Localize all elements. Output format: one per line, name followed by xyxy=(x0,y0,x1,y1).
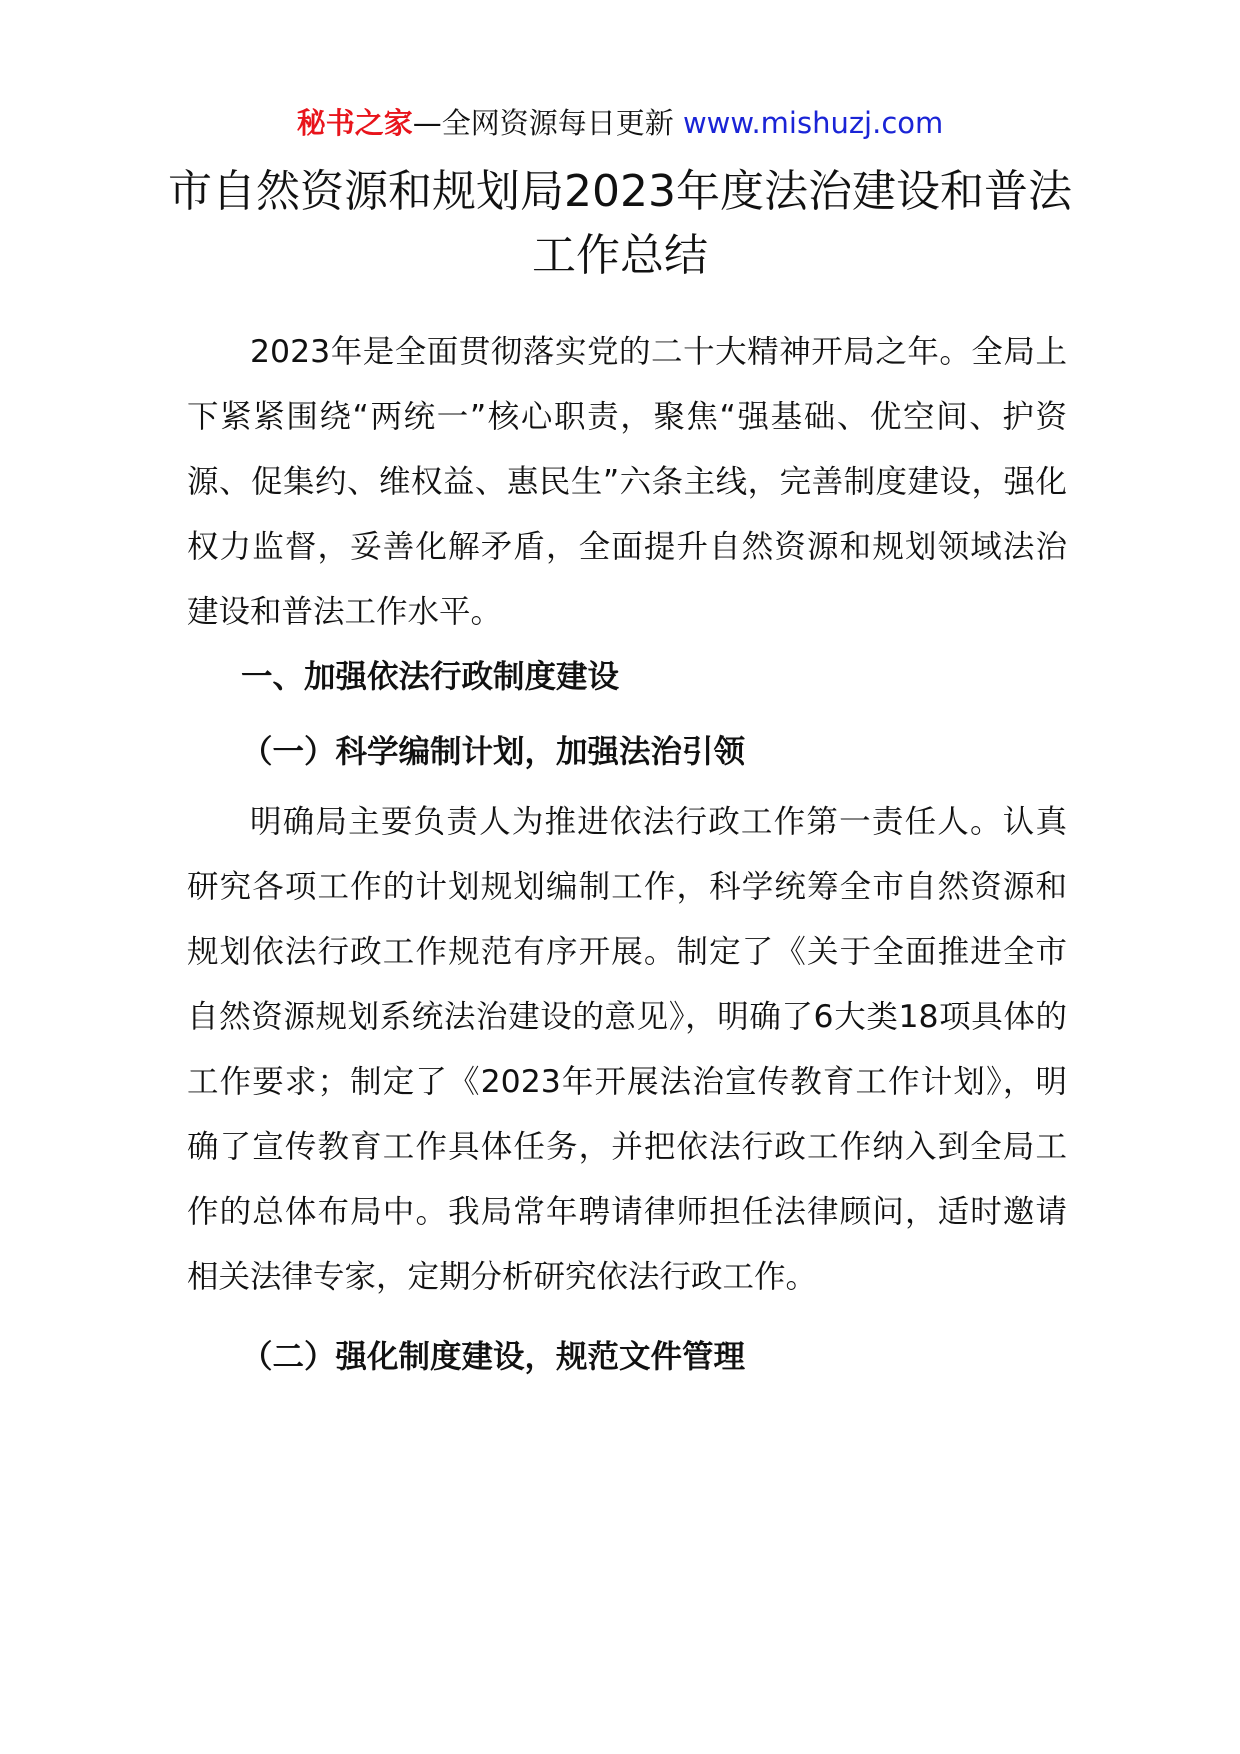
banner-url[interactable]: www.mishuzj.com xyxy=(682,106,944,140)
document-title: 市自然资源和规划局2023年度法治建设和普法工作总结 xyxy=(168,166,1072,281)
subsection-paragraph: 明确局主要负责人为推进依法行政工作第一责任人。认真研究各项工作的计划规划编制工作，科学统筹全市自然资源和规划依法行政工作规范有序开展。制定了《关于全面推进全市自然资源规划系统法治建设的意见》，明确了6大类18项具体的工作要求；制定了《2023年开展法治宣传教育工作计划》，明确了宣传教育工作具体任务，并把依法行政工作纳入到全局工作的总体布局中。我局常年聘请律师担任法律顾问，适时邀请相关法律专家，定期分析研究依法行政工作。 xyxy=(187,804,1067,1295)
intro-paragraph: 2023年是全面贯彻落实党的二十大精神开局之年。全局上下紧紧围绕“两统一”核心职责，聚焦“强基础、优空间、护资源、促集约、维权益、惠民生”六条主线，完善制度建设，强化权力监督，妥善化解矛盾，全面提升自然资源和规划领域法治建设和普法工作水平。 xyxy=(187,334,1067,630)
subsection-heading: （二）强化制度建设，规范文件管理 xyxy=(241,1339,746,1375)
banner-brand: 秘书之家 xyxy=(296,106,413,140)
section-heading: 一、加强依法行政制度建设 xyxy=(241,659,620,695)
watermark-banner xyxy=(0,103,1240,143)
subsection-heading: （一）科学编制计划，加强法治引领 xyxy=(241,734,746,770)
document-body xyxy=(187,320,1067,1390)
banner-slogan: —全网资源每日更新 xyxy=(412,106,683,140)
